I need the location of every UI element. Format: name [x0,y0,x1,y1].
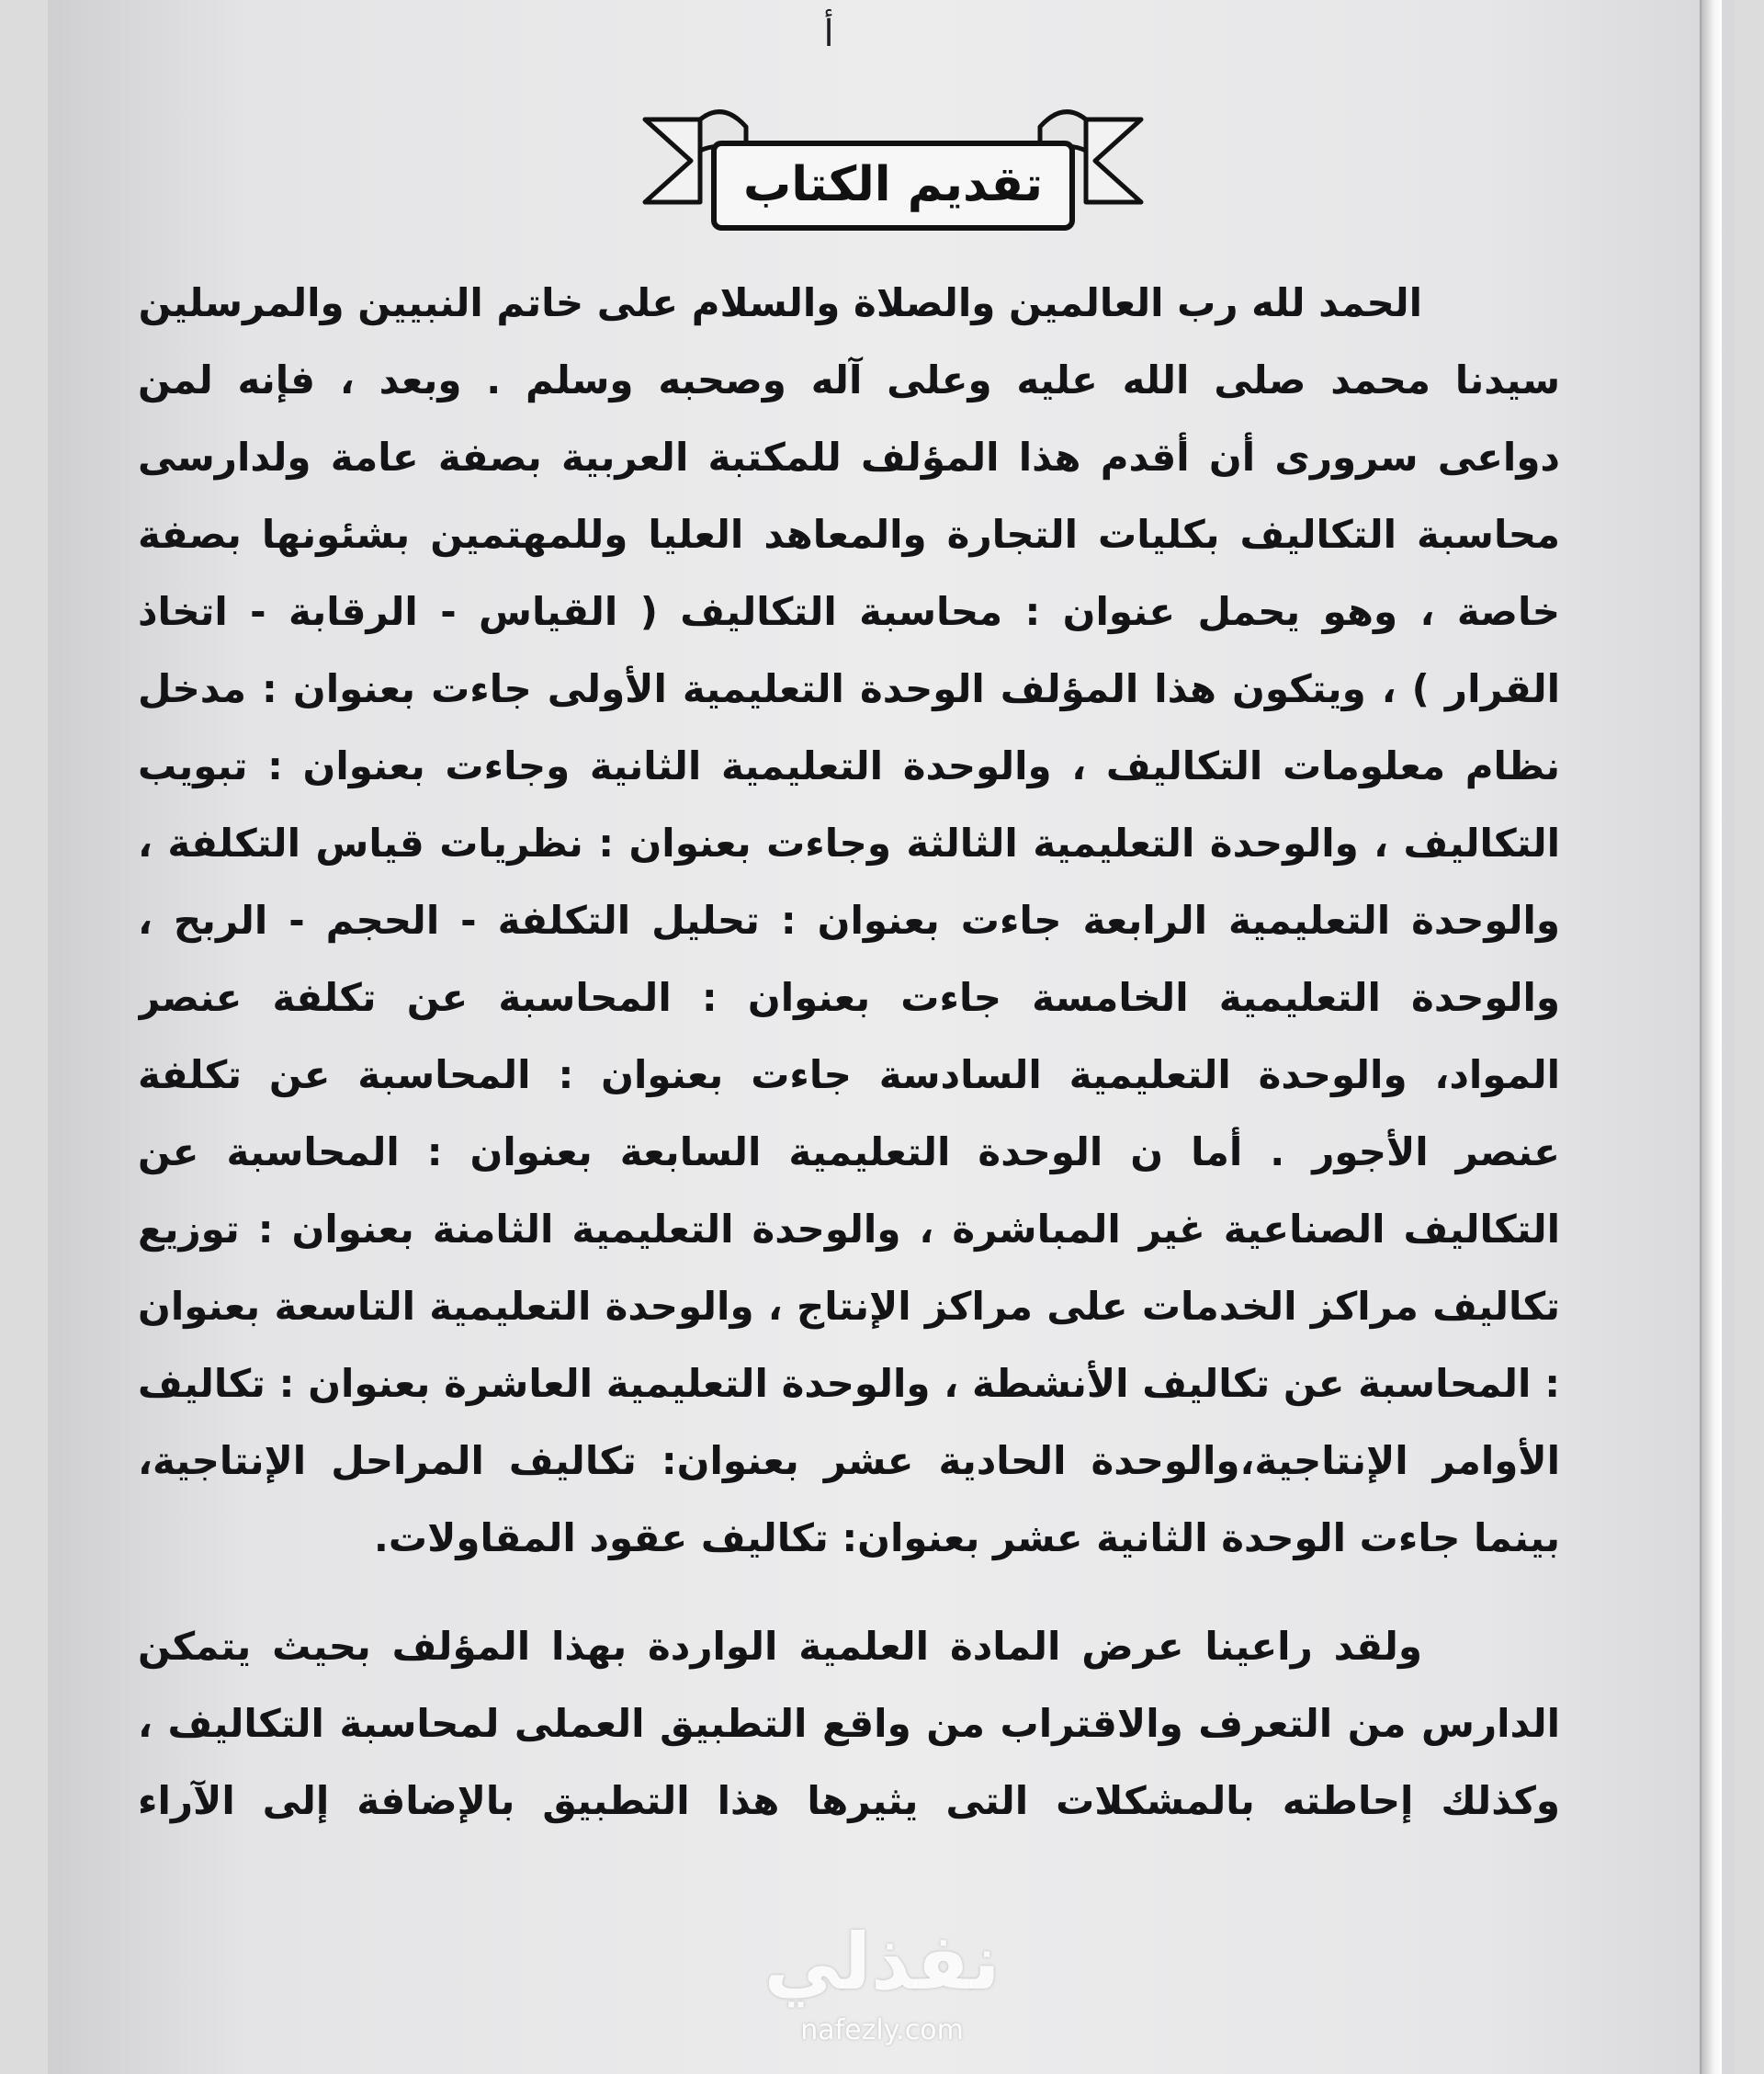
text-line: وكذلك إحاطته بالمشكلات التى يثيرها هذا التطبيق بالإضافة إلى الآراء [138,1778,1560,1823]
text-line: نظام معلومات التكاليف ، والوحدة التعليمية الثانية وجاءت بعنوان : تبويب [138,743,1560,788]
text-line: تكاليف مراكز الخدمات على مراكز الإنتاج ، والوحدة التعليمية التاسعة بعنوان [138,1284,1560,1329]
text-line: محاسبة التكاليف بكليات التجارة والمعاهد العليا وللمهتمين بشئونها بصفة [138,512,1560,557]
heading-banner [636,92,1150,266]
text-line: عنصر الأجور . أما ن الوحدة التعليمية السابعة بعنوان : المحاسبة عن [138,1129,1560,1174]
text-line: القرار ) ، ويتكون هذا المؤلف الوحدة التعليمية الأولى جاءت بعنوان : مدخل [138,666,1560,711]
text-line: الدارس من التعرف والاقتراب من واقع التطبيق العملى لمحاسبة التكاليف ، [138,1701,1560,1746]
text-line: الحمد لله رب العالمين والصلاة والسلام على خاتم النبيين والمرسلين [138,280,1422,325]
text-line: دواعى سرورى أن أقدم هذا المؤلف للمكتبة العربية بصفة عامة ولدارسى [138,435,1560,480]
introduction-text [138,265,1560,1823]
text-line: الأوامر الإنتاجية،والوحدة الحادية عشر بعنوان: تكاليف المراحل الإنتاجية، [138,1438,1560,1483]
text-line: ولقد راعينا عرض المادة العلمية الواردة بهذا المؤلف بحيث يتمكن [138,1624,1422,1669]
text-line: والوحدة التعليمية الخامسة جاءت بعنوان : المحاسبة عن تكلفة عنصر [138,975,1560,1020]
text-line: سيدنا محمد صلى الله عليه وعلى آله وصحبه وسلم . وبعد ، فإنه لمن [138,357,1560,402]
text-line: والوحدة التعليمية الرابعة جاءت بعنوان : تحليل التكلفة - الحجم - الربح ، [138,898,1560,943]
page-title: تقديم الكتاب [743,157,1043,212]
text-line: التكاليف ، والوحدة التعليمية الثالثة وجاءت بعنوان : نظريات قياس التكلفة ، [138,821,1560,866]
text-line: خاصة ، وهو يحمل عنوان : محاسبة التكاليف ( القياس - الرقابة - اتخاذ [138,589,1560,634]
text-line: التكاليف الصناعية غير المباشرة ، والوحدة التعليمية الثامنة بعنوان : توزيع [138,1207,1560,1252]
text-line: : المحاسبة عن تكاليف الأنشطة ، والوحدة التعليمية العاشرة بعنوان : تكاليف [138,1361,1560,1406]
page-marker: أ [823,13,834,55]
book-page [48,0,1735,2074]
text-line: المواد، والوحدة التعليمية السادسة جاءت بعنوان : المحاسبة عن تكلفة [138,1052,1560,1097]
page-edge [1700,0,1722,2074]
text-line: بينما جاءت الوحدة الثانية عشر بعنوان: تكاليف عقود المقاولات. [373,1515,1560,1560]
watermark-url: nafezly.com [800,2014,964,2046]
watermark-logo: نفذلي [763,1917,1001,2007]
watermark [763,1911,1001,2072]
